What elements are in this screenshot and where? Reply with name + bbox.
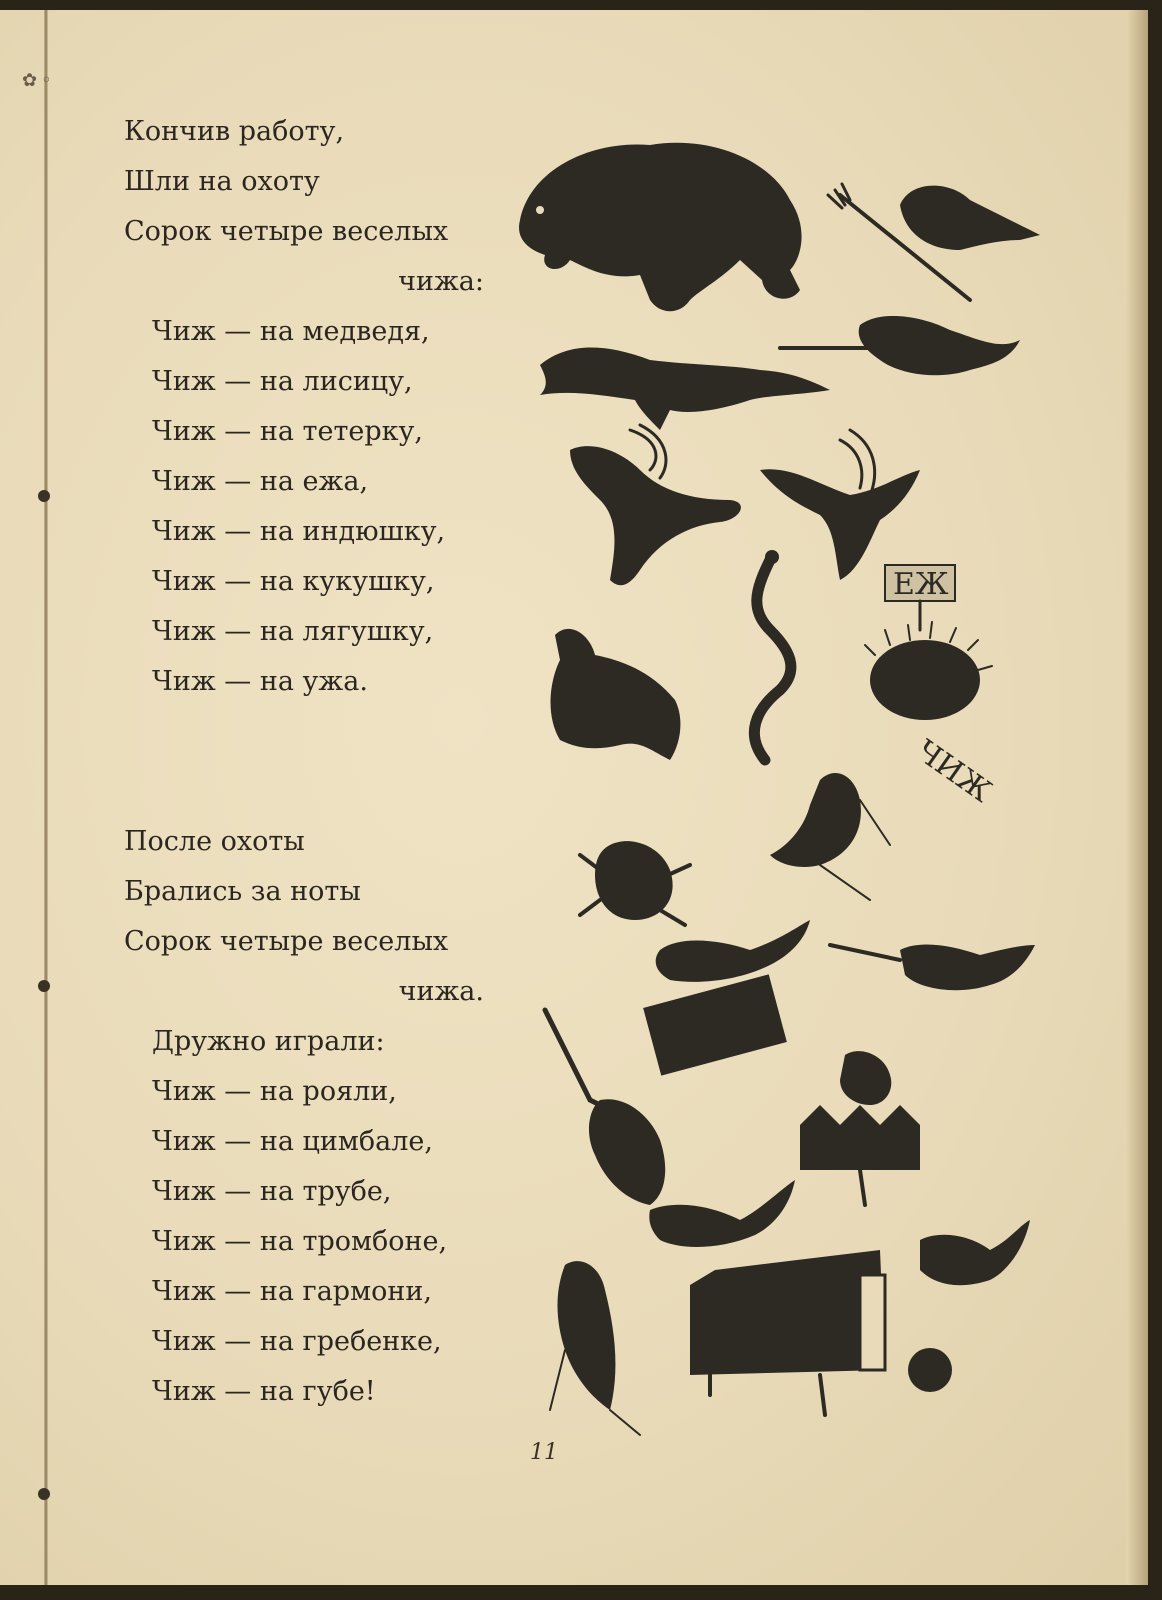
binding-hole xyxy=(38,980,50,992)
bird-pointing-icon xyxy=(770,773,890,900)
poem-line: чижа: xyxy=(398,266,484,297)
poem-line: Чиж — на лягушку, xyxy=(152,616,434,647)
poem-line: Чиж — на индюшку, xyxy=(152,516,446,547)
bird-comb-icon xyxy=(550,1261,640,1435)
hedgehog-icon xyxy=(865,622,992,720)
hedgehog-sign-icon xyxy=(885,565,955,630)
bird-with-fork-icon xyxy=(828,184,1040,300)
poem-line: Сорок четыре веселых xyxy=(124,216,449,247)
bird-trumpet-icon xyxy=(830,945,1035,991)
illustration-column xyxy=(500,110,1060,1460)
illustration-svg xyxy=(500,110,1060,1460)
poem-line: Сорок четыре веселых xyxy=(124,926,449,957)
poem-line: Чиж — на тромбоне, xyxy=(152,1226,448,1257)
poem-line: Чиж — на гребенке, xyxy=(152,1326,442,1357)
poem-line: Чиж — на гармони, xyxy=(152,1276,432,1307)
corner-marks: ✿◦ xyxy=(22,70,56,91)
snake-icon xyxy=(754,550,791,760)
binding-hole xyxy=(38,1488,50,1500)
poem-stanza-hunting xyxy=(124,107,484,707)
black-grouse-icon xyxy=(551,629,681,760)
fox-icon xyxy=(540,348,830,431)
poem-line: Чиж — на тетерку, xyxy=(152,416,424,447)
bird-trombone-icon xyxy=(545,1010,665,1205)
poem-line: Дружно играли: xyxy=(152,1026,385,1057)
poem-line: Чиж — на цимбале, xyxy=(152,1126,433,1157)
book-page xyxy=(0,10,1148,1585)
binding-hole xyxy=(38,490,50,502)
bird-with-rifle-icon xyxy=(780,316,1020,375)
poem-line: Чиж — на трубе, xyxy=(152,1176,392,1207)
poem-line: Чиж — на ужа. xyxy=(152,666,368,697)
poem-line: Чиж — на ежа, xyxy=(152,466,369,497)
chizh-sign-icon xyxy=(909,733,997,809)
piano-icon xyxy=(649,1180,1030,1415)
poem-line: чижа. xyxy=(398,976,484,1007)
page-number: 11 xyxy=(530,1440,558,1465)
poem-line: Чиж — на губе! xyxy=(152,1376,376,1407)
poem-line: Чиж — на медведя, xyxy=(152,316,430,347)
frog-icon xyxy=(580,841,690,925)
page-fold xyxy=(44,10,48,1585)
poem-line: Чиж — на лисицу, xyxy=(152,366,413,397)
poem-line: Чиж — на рояли, xyxy=(152,1076,397,1107)
grouse-icon xyxy=(570,425,741,585)
poem-line: Чиж — на кукушку, xyxy=(152,566,435,597)
poem-line: После охоты xyxy=(124,826,305,857)
bird-accordion-icon xyxy=(800,1051,920,1205)
hedgehog-sign-text: ЕЖ xyxy=(893,567,949,602)
chizh-sign-text: ЧИЖ xyxy=(909,733,998,810)
poem-line: Шли на охоту xyxy=(124,166,320,197)
poem-line: Кончив работу, xyxy=(124,116,345,147)
poem-stanza-music xyxy=(124,817,484,1417)
cuckoo-icon xyxy=(760,430,920,580)
bird-xylophone-icon xyxy=(643,920,810,1076)
page-edge xyxy=(1126,10,1148,1585)
bear-icon xyxy=(519,143,802,311)
poem-line: Брались за ноты xyxy=(124,876,361,907)
